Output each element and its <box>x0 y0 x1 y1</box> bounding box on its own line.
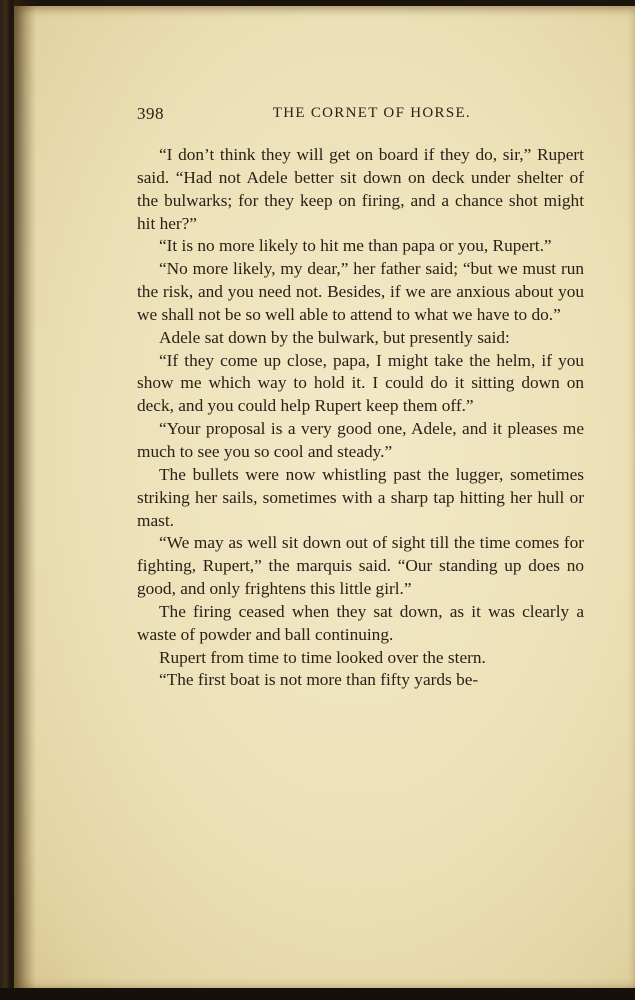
paragraph: The bullets were now whistling past the lugger, sometimes striking her sails, sometimes with a sharp tap hitting her hull or mast. <box>137 464 584 530</box>
paragraph: “No more likely, my dear,” her father said; “but we must run the risk, and you need not. Besides, if we are anxious about you we shall not be so well able to attend to what we have to do.” <box>137 259 584 324</box>
body-text <box>137 144 584 692</box>
paragraph: The firing ceased when they sat down, as it was clearly a waste of powder and ball continuing. <box>137 601 584 644</box>
bottom-edge <box>0 988 635 1000</box>
paragraph: Adele sat down by the bulwark, but presently said: <box>159 327 510 347</box>
page-header <box>137 104 583 128</box>
paragraph: “Your proposal is a very good one, Adele, and it pleases me much to see you so cool and steady.” <box>137 419 584 461</box>
running-title: THE CORNET OF HORSE. <box>272 105 471 121</box>
paragraph: “I don’t think they will get on board if they do, sir,” Rupert said. “Had not Adele better sit down on deck under shelter of the bulwarks; for they keep on firing, and a chance shot might hit her?” <box>137 145 584 233</box>
paragraph: “We may as well sit down out of sight till the time comes for fighting, Rupert,” the marquis said. “Our standing up does no good, and only frightens this little girl.” <box>137 533 584 599</box>
paragraph: “If they come up close, papa, I might take the helm, if you show me which way to hold it. I could do it sitting down on deck, and you could help Rupert keep them off.” <box>137 350 584 416</box>
paragraph: Rupert from time to time looked over the stern. <box>159 647 486 667</box>
page-number: 398 <box>137 104 164 123</box>
paragraph: “It is no more likely to hit me than papa or you, Rupert.” <box>159 236 552 256</box>
paragraph-continued: “The first boat is not more than fifty yards be- <box>159 670 479 690</box>
